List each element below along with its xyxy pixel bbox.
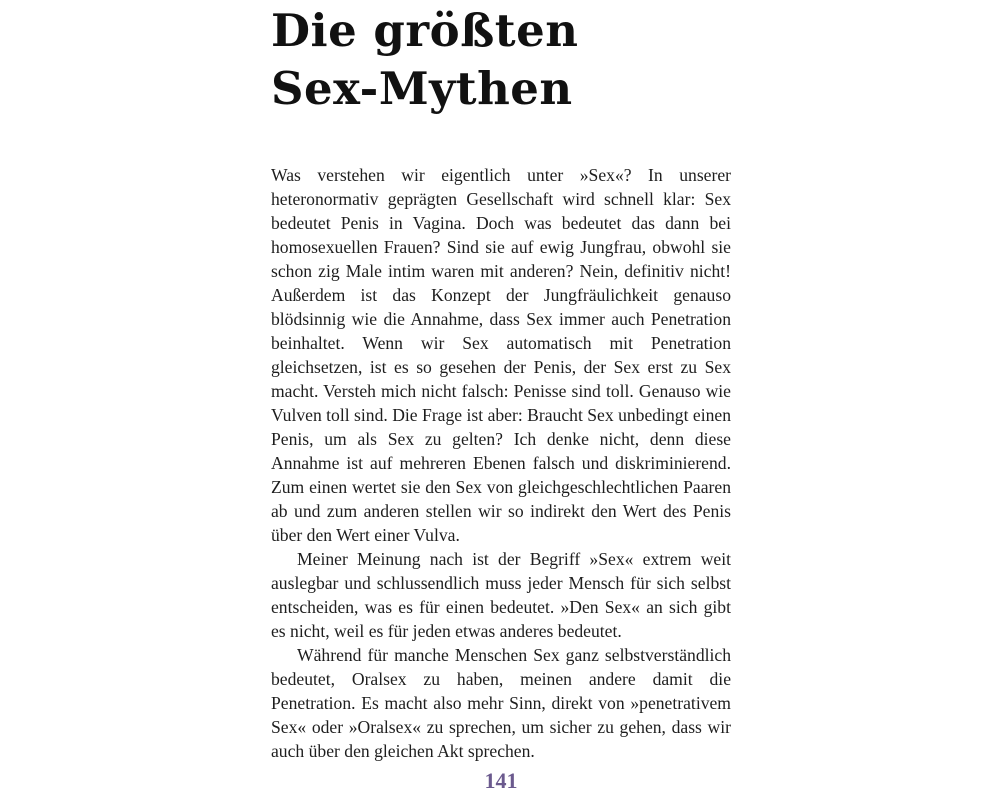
chapter-title <box>271 2 731 118</box>
paragraph-1: Was verstehen wir eigentlich unter »Sex«? In unserer heteronormativ geprägten Gesellschaft wird schnell klar: Sex bedeutet Penis in Vagina. Doch was bedeutet das dann bei homosexuellen Frauen? Sind sie auf ewig Jungfrau, obwohl sie schon zig Male intim waren mit anderen? Nein, definitiv nicht! Außerdem ist das Konzept der Jungfräulichkeit genauso blödsinnig wie die Annahme, dass Sex immer auch Penetration beinhaltet. Wenn wir Sex automatisch mit Penetration gleichsetzen, ist es so gesehen der Penis, der Sex erst zu Sex macht. Versteh mich nicht falsch: Penisse sind toll. Genauso wie Vulven toll sind. Die Frage ist aber: Braucht Sex unbedingt einen Penis, um als Sex zu gelten? Ich denke nicht, denn diese Annahme ist auf mehreren Ebenen falsch und diskriminierend. Zum einen wertet sie den Sex von gleichgeschlechtlichen Paaren ab und zum anderen stellen wir so indirekt den Wert des Penis über den Wert einer Vulva. <box>271 165 731 545</box>
page-number: 141 <box>484 768 518 793</box>
paragraph-3: Während für manche Menschen Sex ganz selbstverständlich bedeutet, Oralsex zu haben, meinen andere damit die Penetration. Es macht also mehr Sinn, direkt von »penetrativem Sex« oder »Oralsex« zu sprechen, um sicher zu gehen, dass wir auch über den gleichen Akt sprechen. <box>271 645 731 761</box>
paragraph-2: Meiner Meinung nach ist der Begriff »Sex« extrem weit auslegbar und schlussendlich muss jeder Mensch für sich selbst entscheiden, was es für einen bedeutet. »Den Sex« an sich gibt es nicht, weil es für jeden etwas anderes bedeutet. <box>271 549 731 641</box>
book-page <box>271 0 731 800</box>
body-text <box>271 163 731 763</box>
chapter-title-line-2: Sex-Mythen <box>271 62 573 115</box>
chapter-title-line-1: Die größten <box>271 4 579 57</box>
